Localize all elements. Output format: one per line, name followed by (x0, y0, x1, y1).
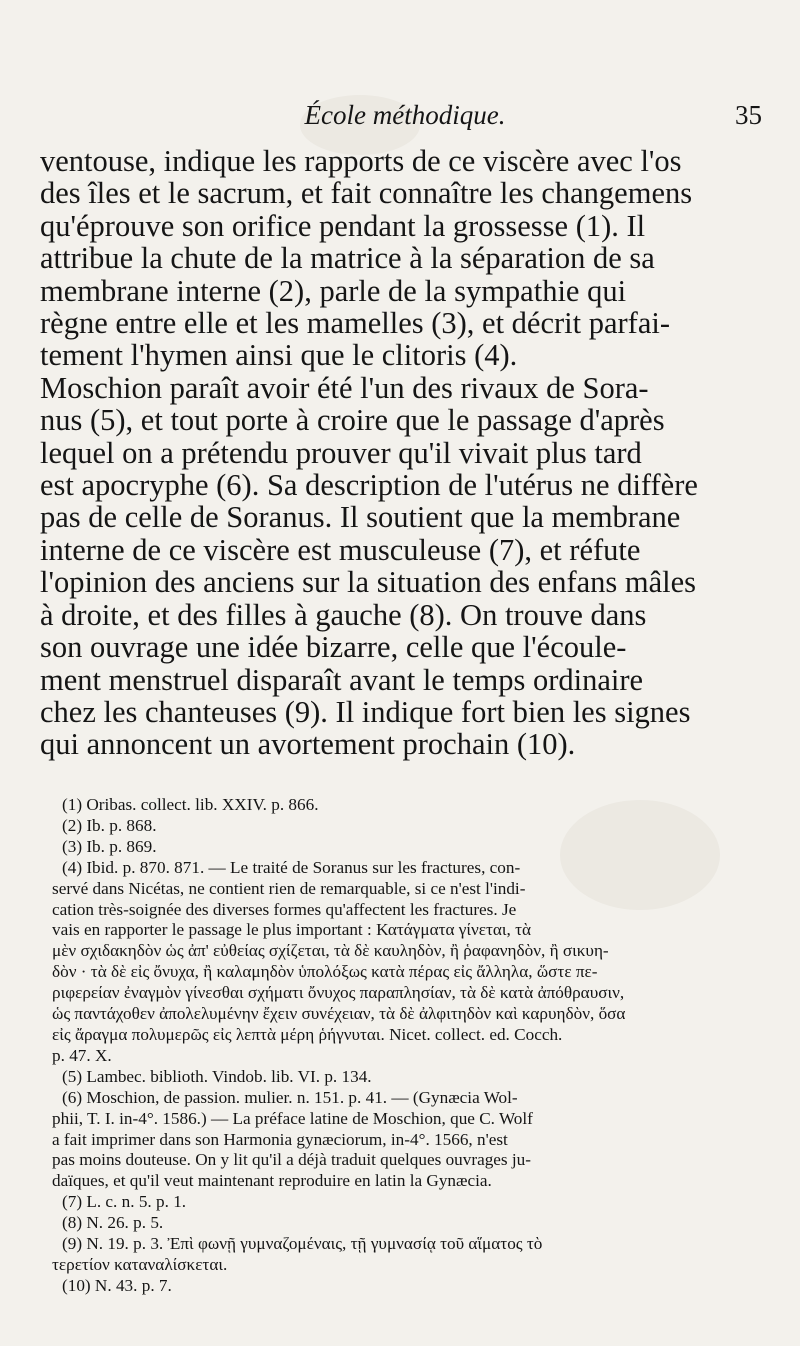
footnote-line: servé dans Nicétas, ne contient rien de remarquable, si ce n'est l'indi- (52, 878, 526, 898)
page-header (40, 100, 770, 140)
footnote-line: (8) N. 26. p. 5. (62, 1213, 164, 1233)
footnote-line: cation très-soignée des diverses formes qu'affectent les fractures. Je (52, 899, 517, 919)
footnote-line: (1) Oribas. collect. lib. XXIV. p. 866. (62, 795, 319, 814)
text-line: règne entre elle et les mamelles (3), et décrit parfai- (40, 306, 671, 341)
footnote-line: ριφερείαν ἐναγμὸν γίνεσθαι σχήματι ὄνυχος παραπλησίαν, τὰ δὲ κατὰ ἀπόθραυσιν, (52, 983, 625, 1003)
text-line: tement l'hymen ainsi que le clitoris (4). (40, 338, 518, 373)
footnote-line: τερετίον καταναλίσκεται. (52, 1254, 228, 1274)
text-line: ventouse, indique les rapports de ce viscère avec l'os (40, 144, 682, 178)
footnote-line: a fait imprimer dans son Harmonia gynæciorum, in-4°. 1566, n'est (52, 1129, 508, 1149)
text-line: lequel on a prétendu prouver qu'il vivait plus tard (40, 435, 642, 470)
footnote-line: (3) Ib. p. 869. (62, 836, 157, 856)
text-line: des îles et le sacrum, et fait connaître les changemens (40, 176, 693, 211)
footnote-line: (10) N. 43. p. 7. (62, 1275, 172, 1295)
text-line: attribue la chute de la matrice à la séparation de sa (40, 241, 655, 276)
footnote-line: μὲν σχιδακηδὸν ὡς ἀπ' εὐθείας σχίζεται, τὰ δὲ καυληδὸν, ἢ ῥαφανηδὸν, ἢ σικυη- (52, 941, 609, 961)
text-line: nus (5), et tout porte à croire que le passage d'après (40, 403, 665, 438)
text-line: à droite, et des filles à gauche (8). On trouve dans (40, 597, 647, 632)
text-line: interne de ce viscère est musculeuse (7), et réfute (40, 532, 641, 567)
footnote-line: pas moins douteuse. On y lit qu'il a déjà traduit quelques ouvrages ju- (52, 1150, 532, 1170)
text-line: membrane interne (2), parle de la sympathie qui (40, 273, 627, 308)
text-line: pas de celle de Soranus. Il soutient que la membrane (40, 500, 681, 535)
footnote-line: phii, T. I. in-4°. 1586.) — La préface latine de Moschion, que C. Wolf (52, 1108, 533, 1128)
footnote-line: p. 47. X. (52, 1045, 112, 1065)
main-text (40, 145, 760, 761)
footnote-line: δὸν · τὰ δὲ εἰς ὄνυχα, ἢ καλαμηδὸν ὑπολόξως κατὰ πέρας εἰς ἄλληλα, ὥστε πε- (52, 962, 598, 982)
page-number: 35 (735, 100, 762, 130)
text-line: est apocryphe (6). Sa description de l'utérus ne diffère (40, 468, 698, 503)
footnote-line: εἰς ἄραγμα πολυμερῶς εἰς λεπτὰ μέρη ῥήγνυται. Nicet. collect. ed. Cocch. (52, 1024, 563, 1044)
running-title: École méthodique. (304, 100, 506, 130)
footnote-line: (4) Ibid. p. 870. 871. — Le traité de Soranus sur les fractures, con- (62, 857, 521, 877)
footnote-line: ὡς παντάχοθεν ἀπολελυμένην ἔχειν συνέχειαν, τὰ δὲ ἀλφιτηδὸν καὶ καρυηδὸν, ὅσα (52, 1004, 626, 1024)
footnote-line: (2) Ib. p. 868. (62, 815, 157, 835)
footnote-line: daïques, et qu'il veut maintenant reproduire en latin la Gynæcia. (52, 1171, 492, 1191)
footnote-line: (6) Moschion, de passion. mulier. n. 151. p. 41. — (Gynæcia Wol- (62, 1087, 518, 1107)
text-line: qu'éprouve son orifice pendant la grossesse (1). Il (40, 208, 646, 243)
text-line: qui annoncent un avortement prochain (10). (40, 727, 576, 762)
text-line: Moschion paraît avoir été l'un des rivaux de Sora- (40, 370, 649, 405)
text-line: son ouvrage une idée bizarre, celle que l'écoule- (40, 630, 627, 665)
footnote-line: (5) Lambec. biblioth. Vindob. lib. VI. p. 134. (62, 1066, 372, 1086)
footnote-line: vais en rapporter le passage le plus important : Κατάγματα γίνεται, τὰ (52, 920, 532, 940)
footnote-line: (9) N. 19. p. 3. Ἐπὶ φωνῇ γυμναζομέναις, τῇ γυμνασίᾳ τοῦ αἵματος τὸ (62, 1234, 543, 1254)
footnotes (52, 795, 764, 1297)
text-line: ment menstruel disparaît avant le temps ordinaire (40, 662, 644, 697)
footnote-line: (7) L. c. n. 5. p. 1. (62, 1192, 187, 1212)
text-line: chez les chanteuses (9). Il indique fort bien les signes (40, 694, 691, 729)
text-line: l'opinion des anciens sur la situation des enfans mâles (40, 565, 697, 600)
